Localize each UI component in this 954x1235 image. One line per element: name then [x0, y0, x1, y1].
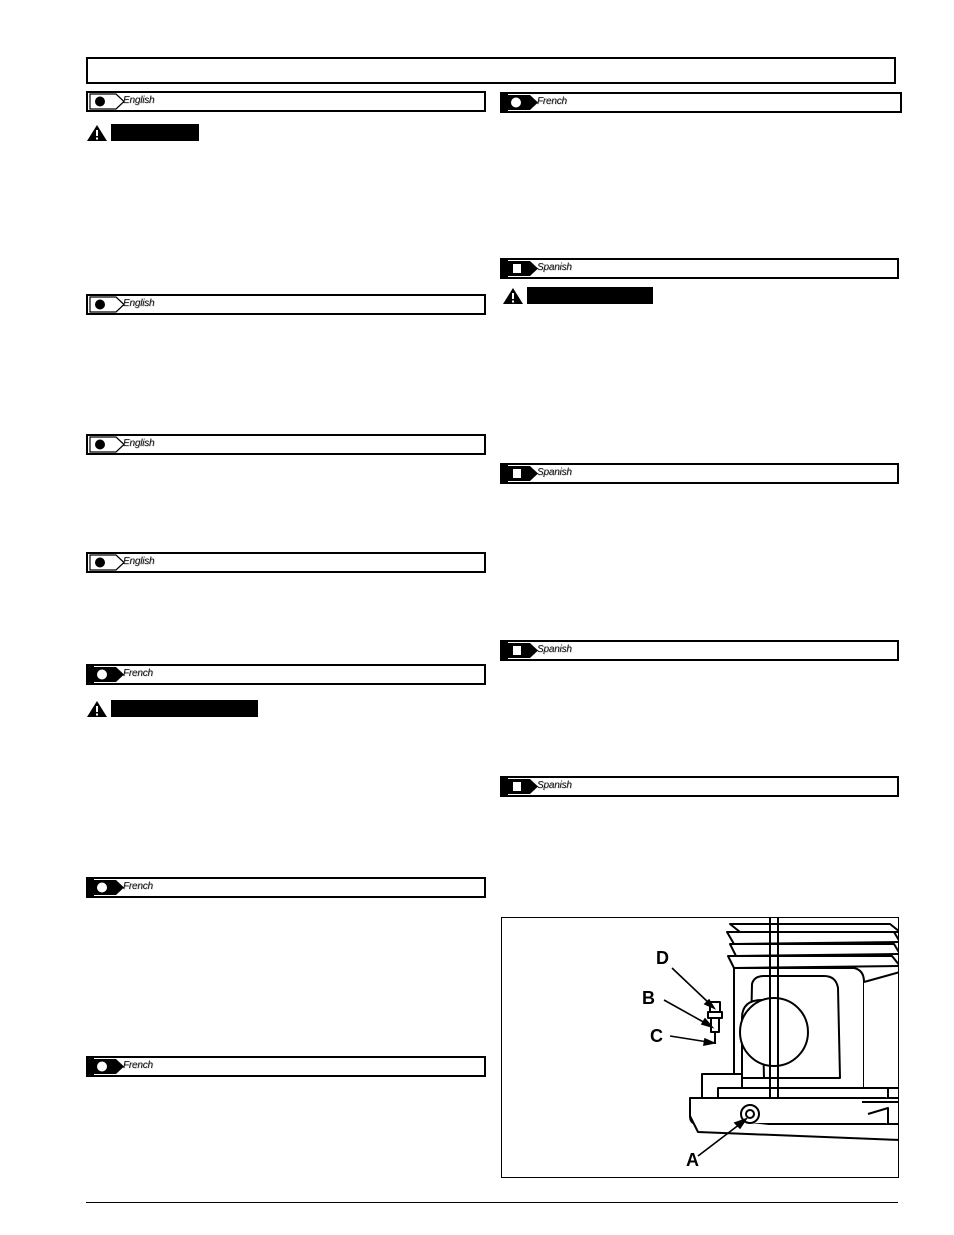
warning-triangle-icon	[502, 287, 524, 305]
section-header-spanish-2	[500, 463, 899, 484]
section-language-label: French	[537, 96, 567, 107]
language-tab-icon	[88, 93, 128, 110]
section-header-french-4	[500, 92, 902, 113]
pump-figure	[501, 917, 899, 1178]
section-header-french-1	[86, 664, 486, 685]
footer-rule	[86, 1202, 898, 1203]
language-tab-icon	[502, 465, 542, 482]
callout-a-label: A	[686, 1150, 699, 1170]
warning-signal-box	[527, 287, 653, 304]
page-title-bar	[86, 57, 896, 84]
section-header-spanish-1	[500, 258, 899, 279]
warning-triangle-icon	[86, 700, 108, 718]
section-language-label: Spanish	[537, 780, 572, 791]
language-tab-icon	[88, 436, 128, 453]
section-language-label: English	[123, 438, 155, 449]
warning-label-spanish	[502, 287, 655, 305]
section-header-french-2	[86, 877, 486, 898]
section-language-label: French	[123, 1060, 153, 1071]
warning-triangle-icon	[86, 124, 108, 142]
warning-label-english	[86, 124, 201, 142]
section-header-spanish-3	[500, 640, 899, 661]
language-tab-icon	[88, 666, 128, 683]
section-language-label: English	[123, 95, 155, 106]
section-language-label: French	[123, 668, 153, 679]
language-tab-icon	[88, 554, 128, 571]
language-tab-icon	[502, 642, 542, 659]
section-header-english-2	[86, 294, 486, 315]
language-tab-icon	[88, 879, 128, 896]
language-tab-icon	[88, 296, 128, 313]
section-language-label: Spanish	[537, 262, 572, 273]
section-header-french-3	[86, 1056, 486, 1077]
warning-signal-box	[111, 124, 199, 141]
callout-b-label: B	[642, 988, 655, 1008]
warning-signal-box	[111, 700, 258, 717]
section-header-english-3	[86, 434, 486, 455]
section-language-label: Spanish	[537, 467, 572, 478]
pump-illustration	[502, 918, 899, 1178]
language-tab-icon	[88, 1058, 128, 1075]
section-language-label: French	[123, 881, 153, 892]
section-header-english-4	[86, 552, 486, 573]
callout-d-label: D	[656, 948, 669, 968]
section-header-english-1	[86, 91, 486, 112]
callout-c-label: C	[650, 1026, 663, 1046]
section-language-label: English	[123, 298, 155, 309]
warning-label-french	[86, 700, 261, 718]
section-language-label: English	[123, 556, 155, 567]
section-header-spanish-4	[500, 776, 899, 797]
language-tab-icon	[502, 260, 542, 277]
language-tab-icon	[502, 778, 542, 795]
section-language-label: Spanish	[537, 644, 572, 655]
language-tab-icon	[502, 94, 542, 111]
